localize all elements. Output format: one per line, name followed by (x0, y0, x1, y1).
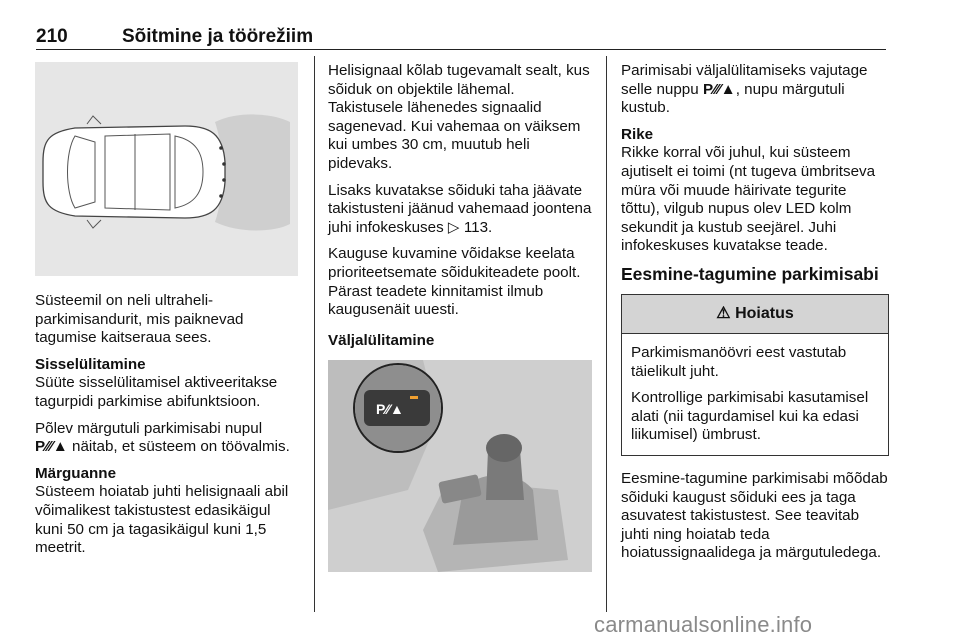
parking-assist-icon: P⁄⁄⁄▲ (702, 80, 736, 98)
col3-paragraph-2: Eesmine-tagumine parkimisabi mõõdab sõiduki kaugust sõiduki ees ja taga asuvatest takistustest. See teavitab juhti ning hoiatab teda hoiatussignaalidega ja märgutuledega. (621, 469, 888, 562)
button-symbol-icon: P⁄⁄▲ (376, 401, 404, 418)
led-paragraph (35, 420, 300, 457)
deactivation-heading: Väljalülitamine (328, 331, 435, 349)
warning-triangle-icon: ⚠ (716, 304, 731, 322)
column-3 (621, 62, 889, 571)
col3-paragraph-1 (621, 62, 889, 118)
col3-paragraph-1-pre: Parimisabi väljalülitamiseks vajutage selle nuppu (621, 62, 868, 98)
col3-paragraph-1-post: , nupu märgutuli kustub. (621, 80, 845, 117)
warning-body (622, 334, 888, 455)
col2-paragraph-2 (328, 182, 593, 238)
column-1 (35, 62, 300, 566)
console-button-illustration (328, 360, 592, 572)
page-number: 210 (36, 26, 68, 47)
parking-assist-icon: P⁄⁄⁄▲ (35, 438, 68, 456)
intro-paragraph: Süsteemil on neli ultraheli-parkimisandurit, mis paiknevad tagumise kaitseraua sees. (35, 292, 244, 347)
col2-paragraph-3: Kauguse kuvamine võidakse keelata prioriteetsemate sõidukiteadete poolt. Pärast teadete kinnitamist ilmub kaugusenäit uuesti. (328, 245, 581, 319)
fault-text: Rikke korral või juhul, kui süsteem ajutiselt ei toimi (nt tugeva ümbritseva müra või muude häirivate tegurite tõttu), vilgub nupus olev LED kolm sekundit ja kustub seejärel. Juhi infokeskuses kuvatakse teade. (621, 144, 876, 255)
column-divider-1 (314, 56, 315, 612)
section-heading: Eesmine-tagumine parkimisabi (621, 263, 879, 284)
column-divider-2 (606, 56, 607, 612)
fault-heading: Rike (621, 125, 654, 143)
warning-box (621, 294, 889, 456)
activation-text: Süüte sisselülitamisel aktiveeritakse tagurpidi parkimise abifunktsioon. (35, 374, 278, 410)
indication-heading: Märguanne (35, 464, 117, 482)
led-text-post: näitab, et süsteem on töövalmis. (72, 438, 290, 456)
indication-text: Süsteem hoiatab juhti helisignaali abil võimalikest takistustest edasikäigul kuni 50 cm ja tagasikäigul kuni 1,5 meetrit. (35, 483, 289, 557)
led-text-pre: Põlev märgutuli parkimisabi nupul (35, 419, 263, 437)
warning-paragraph-1: Parkimismanöövri eest vastutab täielikult juht. (631, 343, 847, 380)
chapter-title: Sõitmine ja töörežiim (122, 26, 314, 47)
col2-paragraph-2-text: Lisaks kuvatakse sõiduki taha jäävate takistusteni jäänud vahemaad joontena juhi infokeskuses (328, 181, 592, 236)
header-rule (36, 49, 886, 50)
activation-heading: Sisselülitamine (35, 355, 146, 373)
page-ref-number: 113. (463, 218, 493, 236)
car-sensor-illustration (35, 62, 298, 276)
page-ref-icon: ▷ (447, 218, 460, 236)
watermark: carmanualsonline.info (594, 612, 813, 637)
warning-title: Hoiatus (735, 304, 794, 322)
warning-header (622, 295, 888, 334)
column-2 (328, 62, 593, 572)
warning-paragraph-2: Kontrollige parkimisabi kasutamisel alati (nii tagurdamisel kui ka edasi liikumisel) ümbrust. (631, 389, 869, 444)
page-header (36, 20, 886, 50)
col2-paragraph-1: Helisignaal kõlab tugevamalt sealt, kus sõiduk on objektile lähemal. Takistusele lähenedes signaalid sagenevad. Kui vahemaa on väiksem kui umbes 30 cm, muutub heli pidevaks. (328, 62, 590, 172)
